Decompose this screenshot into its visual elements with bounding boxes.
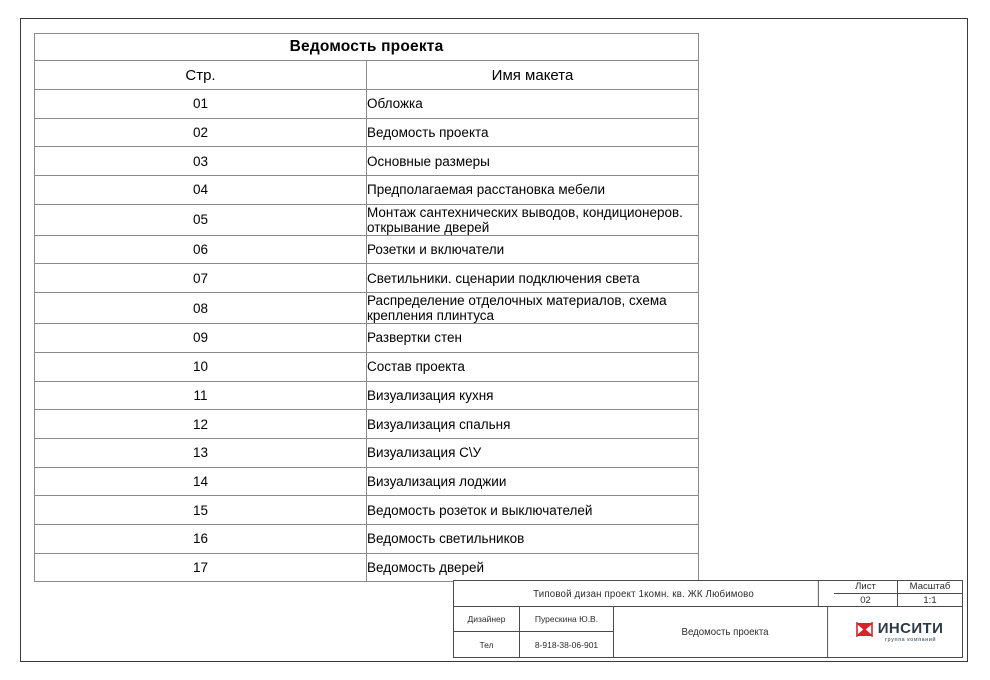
row-layout-name: Ведомость проекта [367, 118, 699, 147]
table-row [35, 90, 699, 119]
table-row [35, 147, 699, 176]
row-layout-name: Ведомость дверей [367, 553, 699, 582]
sheet-column [834, 581, 898, 606]
column-header-layout-name: Имя макета [367, 61, 699, 90]
project-register-table [34, 33, 699, 582]
sheet-label: Лист [834, 581, 897, 594]
title-block-upper-row [454, 581, 962, 607]
row-layout-name: Состав проекта [367, 352, 699, 381]
row-page-no: 11 [35, 381, 367, 410]
row-layout-name: Визуализация спальня [367, 410, 699, 439]
row-layout-name: Развертки стен [367, 324, 699, 353]
logo-text [878, 621, 944, 643]
row-layout-name: Ведомость светильников [367, 524, 699, 553]
logo-subtitle: группа компаний [884, 637, 937, 644]
title-block [453, 580, 963, 658]
table-row [35, 293, 699, 324]
row-layout-name: Светильники. сценарии подключения света [367, 264, 699, 293]
row-page-no: 06 [35, 235, 367, 264]
table-title-row [35, 34, 699, 61]
row-layout-name: Предполагаемая расстановка мебели [367, 176, 699, 205]
row-page-no: 02 [35, 118, 367, 147]
row-page-no: 17 [35, 553, 367, 582]
row-page-no: 03 [35, 147, 367, 176]
logo-wordmark: ИНСИТИ [877, 620, 944, 638]
table-row [35, 467, 699, 496]
designer-label: Дизайнер [454, 607, 520, 631]
table-row [35, 496, 699, 525]
designer-value: Пурескина Ю.В. [534, 614, 599, 625]
row-layout-name: Розетки и включатели [367, 235, 699, 264]
row-layout-name: Визуализация кухня [367, 381, 699, 410]
contact-info-group [454, 607, 614, 657]
column-header-page-no: Стр. [35, 61, 367, 90]
title-block-lower-row [454, 607, 962, 657]
row-page-no: 09 [35, 324, 367, 353]
page-title: Ведомость проекта [35, 34, 699, 61]
row-page-no: 05 [35, 204, 367, 235]
scale-value: 1:1 [923, 594, 937, 606]
table-row [35, 264, 699, 293]
scale-column [898, 581, 962, 606]
row-layout-name: Визуализация лоджии [367, 467, 699, 496]
sheet-value: 02 [860, 594, 871, 606]
table-row [35, 324, 699, 353]
row-layout-name: Обложка [367, 90, 699, 119]
row-layout-name: Монтаж сантехнических выводов, кондиционеров. открывание дверей [367, 204, 699, 235]
row-layout-name: Ведомость розеток и выключателей [367, 496, 699, 525]
table-row [35, 118, 699, 147]
phone-value: 8-918-38-06-901 [534, 639, 599, 650]
table-row [35, 352, 699, 381]
row-page-no: 16 [35, 524, 367, 553]
scale-label: Масштаб [898, 581, 962, 594]
row-layout-name: Основные размеры [367, 147, 699, 176]
row-page-no: 04 [35, 176, 367, 205]
table-header-row [35, 61, 699, 90]
bowtie-icon [856, 622, 873, 642]
document-name: Ведомость проекта [623, 607, 828, 657]
row-page-no: 12 [35, 410, 367, 439]
phone-row [454, 632, 613, 657]
project-name: Типовой дизан проект 1комн. кв. ЖК Любимово [469, 581, 819, 606]
row-layout-name: Визуализация С\У [367, 438, 699, 467]
row-page-no: 01 [35, 90, 367, 119]
row-page-no: 14 [35, 467, 367, 496]
table-row [35, 176, 699, 205]
table-row [35, 235, 699, 264]
table-row [35, 553, 699, 582]
row-page-no: 08 [35, 293, 367, 324]
designer-row [454, 607, 613, 632]
row-page-no: 13 [35, 438, 367, 467]
table-row [35, 381, 699, 410]
row-layout-name: Распределение отделочных материалов, схема крепления плинтуса [367, 293, 699, 324]
row-page-no: 15 [35, 496, 367, 525]
phone-label: Тел [454, 632, 520, 657]
table-row [35, 524, 699, 553]
company-logo [837, 607, 962, 657]
table-row [35, 410, 699, 439]
row-page-no: 10 [35, 352, 367, 381]
table-row [35, 438, 699, 467]
table-row [35, 204, 699, 235]
row-page-no: 07 [35, 264, 367, 293]
